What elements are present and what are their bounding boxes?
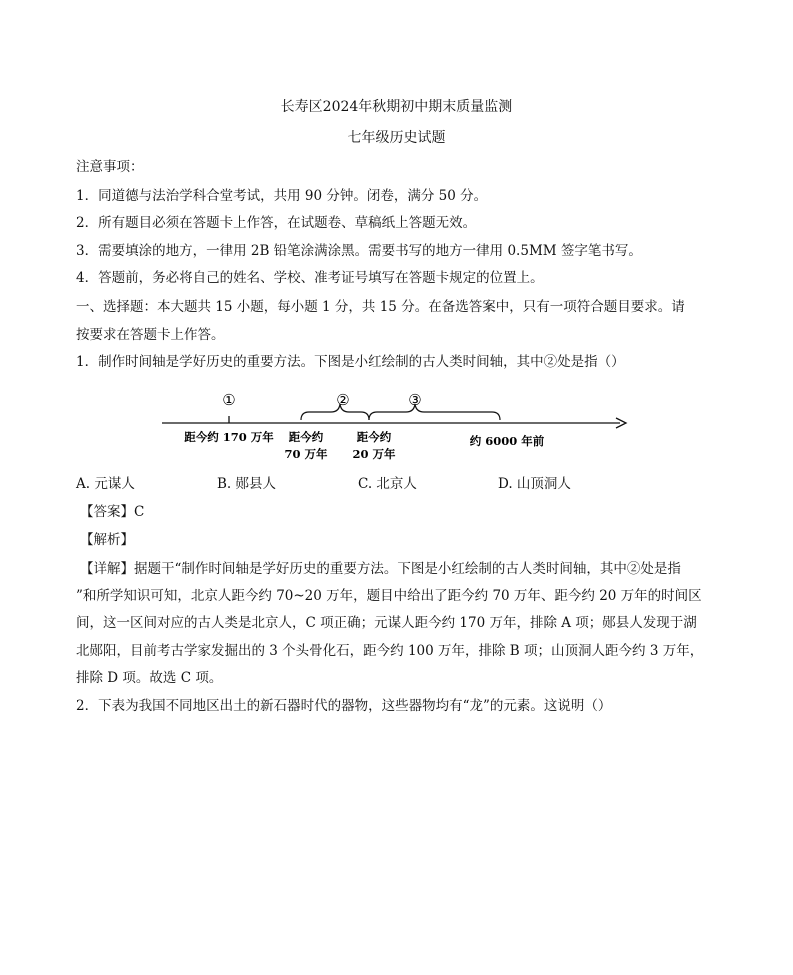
marker-1: ① (222, 391, 236, 409)
notice-item: 4．答题前，务必将自己的姓名、学校、准考证号填写在答题卡规定的位置上。 (76, 270, 544, 286)
option-b: B. 郧县人 (217, 476, 277, 492)
detail-line: 北郧阳，目前考古学家发掘出的 3 个头骨化石，距今约 100 万年，排除 B 项；山顶洞人距今约 3 万年， (76, 643, 704, 659)
marker-3: ③ (408, 391, 422, 409)
section-intro: 按要求在答题卡上作答。 (76, 327, 225, 343)
brace-2 (301, 404, 369, 420)
brace-3 (369, 404, 500, 420)
detail-line: 【详解】据题干“制作时间轴是学好历史的重要方法。下图是小红绘制的古人类时间轴，其中②处是指 (80, 561, 681, 577)
analysis-label: 【解析】 (80, 532, 134, 548)
option-d: D. 山顶洞人 (498, 476, 571, 492)
timeline-label-20-line1: 距今约 (356, 430, 392, 444)
timeline-label-70-line1: 距今约 (288, 430, 324, 444)
detail-line: 间，这一区间对应的古人类是北京人，C 项正确；元谋人距今约 170 万年，排除 A 项；郧县人发现于湖 (76, 615, 697, 631)
timeline-diagram (150, 382, 640, 468)
notice-item: 2．所有题目必须在答题卡上作答，在试题卷、草稿纸上答题无效。 (76, 215, 477, 231)
option-a: A. 元谋人 (76, 476, 135, 492)
question-2-stem: 2．下表为我国不同地区出土的新石器时代的器物，这些器物均有“龙”的元素。这说明（） (76, 698, 612, 714)
question-1-stem: 1．制作时间轴是学好历史的重要方法。下图是小红绘制的古人类时间轴，其中②处是指（） (76, 354, 625, 370)
timeline-label-6000: 约 6000 年前 (469, 434, 545, 448)
notice-item: 3．需要填涂的地方，一律用 2B 铅笔涂满涂黑。需要书写的地方一律用 0.5MM 签字笔书写。 (76, 243, 642, 259)
answer: 【答案】C (80, 504, 145, 520)
notice-item: 1．同道德与法治学科合堂考试，共用 90 分钟。闭卷，满分 50 分。 (76, 188, 488, 204)
option-c: C. 北京人 (358, 476, 417, 492)
notice-heading: 注意事项： (76, 159, 144, 175)
timeline-label-20-line2: 20 万年 (352, 447, 396, 461)
marker-2: ② (336, 391, 350, 409)
timeline-label-170: 距今约 170 万年 (184, 430, 274, 444)
page-subtitle: 七年级历史试题 (347, 130, 446, 146)
section-intro: 一、选择题：本大题共 15 小题，每小题 1 分，共 15 分。在备选答案中，只有一项符合题目要求。请 (76, 299, 685, 315)
page-title: 长寿区2024年秋期初中期末质量监测 (280, 99, 513, 115)
timeline-label-70-line2: 70 万年 (284, 447, 328, 461)
detail-line: 排除 D 项。故选 C 项。 (76, 670, 223, 686)
detail-line: ”和所学知识可知，北京人距今约 70~20 万年，题目中给出了距今约 70 万年、距今约 20 万年的时间区 (76, 588, 702, 604)
